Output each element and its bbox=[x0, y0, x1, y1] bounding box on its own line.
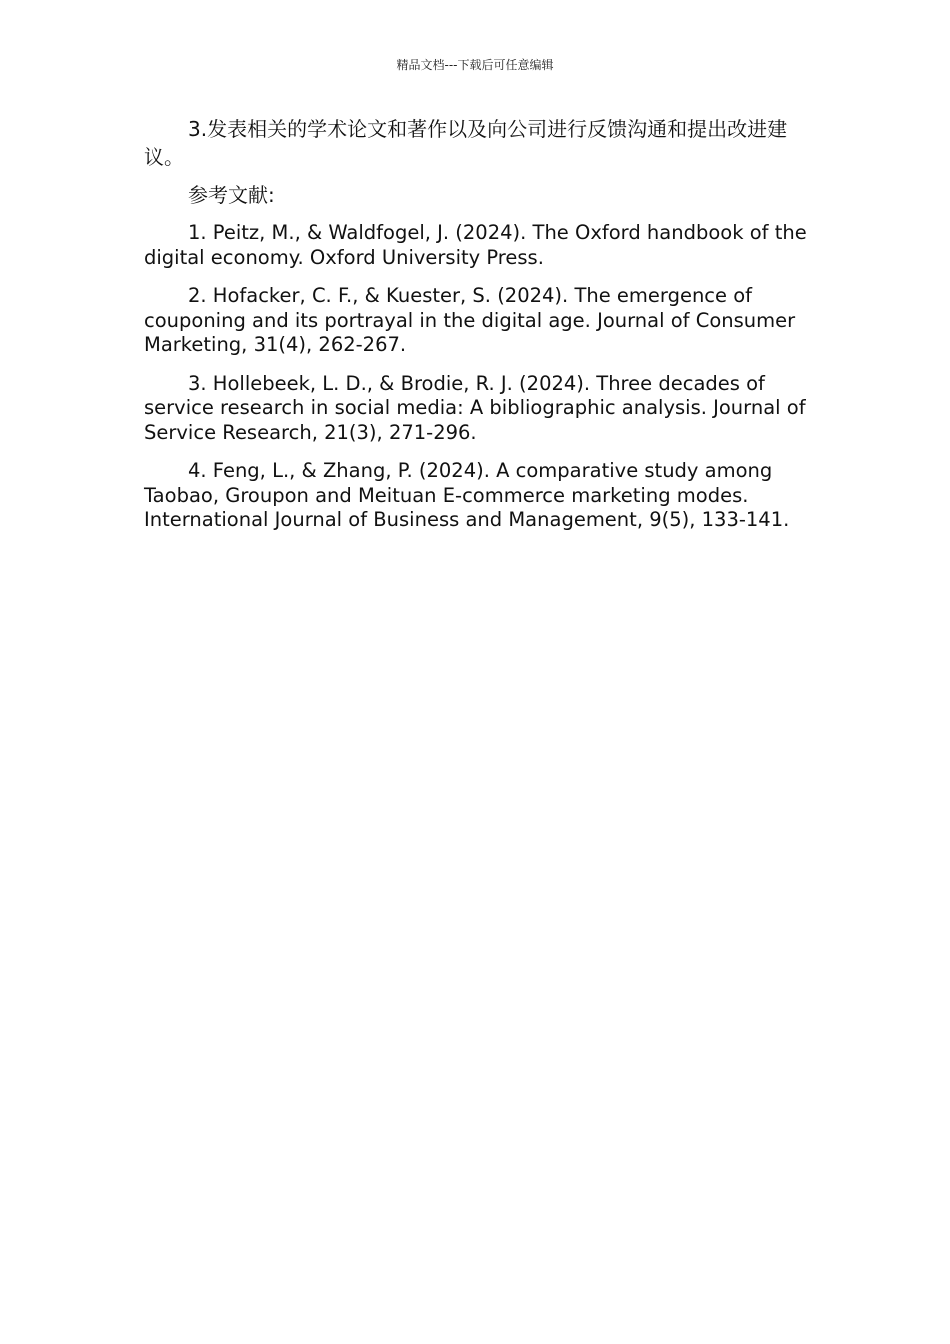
reference-item: 4. Feng, L., & Zhang, P. (2024). A comparative study among Taobao, Groupon and Meituan E-commerce marketing modes. International Journal of Business and Management, 9(5), 133-141. bbox=[144, 459, 790, 531]
references-heading: 参考文献: bbox=[188, 183, 275, 207]
reference-item: 2. Hofacker, C. F., & Kuester, S. (2024). The emergence of couponing and its portrayal in the digital age. Journal of Consumer Marketing, 31(4), 262-267. bbox=[144, 284, 796, 356]
body-paragraph: 3.发表相关的学术论文和著作以及向公司进行反馈沟通和提出改进建议。 bbox=[144, 117, 788, 169]
reference-item: 1. Peitz, M., & Waldfogel, J. (2024). The Oxford handbook of the digital economy. Oxford University Press. bbox=[144, 221, 807, 269]
document-body bbox=[144, 115, 808, 547]
page-header: 精品文档---下载后可任意编辑 bbox=[396, 58, 554, 72]
reference-item: 3. Hollebeek, L. D., & Brodie, R. J. (2024). Three decades of service research in social media: A bibliographic analysis. Journal of Service Research, 21(3), 271-296. bbox=[144, 371, 806, 444]
